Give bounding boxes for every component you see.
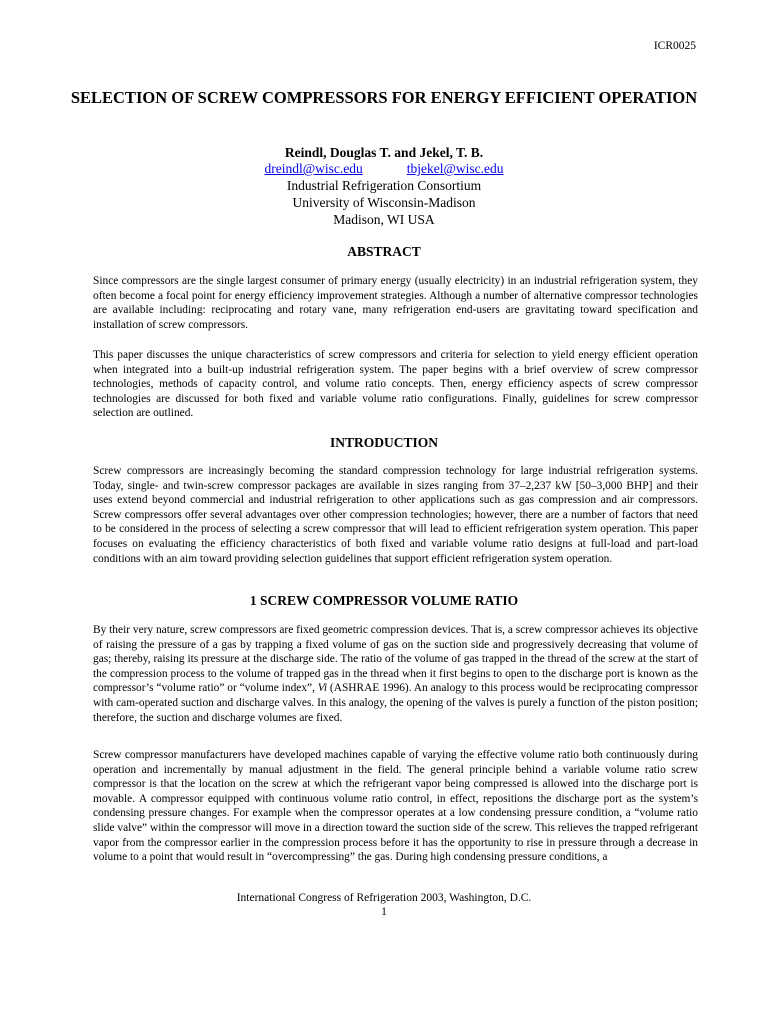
paper-title: SELECTION OF SCREW COMPRESSORS FOR ENERGY EFFICIENT OPERATION: [70, 88, 698, 107]
abstract-heading: ABSTRACT: [347, 244, 421, 259]
page-number: 1: [381, 906, 387, 918]
author-emails: [60, 160, 708, 177]
author-names: Reindl, Douglas T. and Jekel, T. B.: [284, 145, 484, 160]
email-link-jekel[interactable]: tbjekel@wisc.edu: [406, 161, 504, 176]
section-1-paragraph-2: Screw compressor manufacturers have developed machines capable of varying the effective volume ratio both continuously during operation and incrementally by manual adjustment in the field. The general principle behind a variable volume ratio screw compressor is that the location on the screw at which the refrigerant vapor being compressed is allowed into the discharge port is movable. A compressor equipped with continuous volume ratio control, in effect, repositions the discharge port as the system’s condensing pressure changes. For example when the compressor operates at a low condensing pressure condition, a “volume ratio slide valve” within the compressor will move in a direction toward the suction side of the screw. This relieves the trapped refrigerant vapor from the compressor earlier in the compression process before it has the opportunity to rise in pressure through a decrease in volume to a point that would result in “overcompressing” the gas. During high condensing pressure conditions, a: [93, 749, 698, 864]
section-1-paragraph-1: [93, 623, 698, 725]
abstract-paragraph-2: This paper discusses the unique characteristics of screw compressors and criteria for selection to yield energy efficient operation when integrated into a built-up industrial refrigeration system. The paper begins with a brief overview of screw compressor technologies, methods of capacity control, and volume ratio concepts. Then, energy efficiency aspects of screw compressor technologies are discussed for both fixed and variable volume ratio configurations. Finally, guidelines for screw compressor selection are outlined.: [93, 349, 698, 420]
introduction-heading: INTRODUCTION: [329, 435, 438, 450]
affiliation-location: Madison, WI USA: [333, 212, 435, 227]
abstract-paragraph-1: Since compressors are the single largest consumer of primary energy (usually electricity) in an industrial refrigeration system, they often become a focal point for energy efficiency improvement strategies. Although a number of alternative compressor technologies are available including: reciprocating and rotary vane, many refrigeration end-users are gravitating toward specification and installation of screw compressors.: [93, 275, 698, 331]
paragraph-text-part: By their very nature, screw compressors are fixed geometric compression devices. That is, a screw compressor achieves its objective of raising the pressure of a gas by trapping a fixed volume of gas on the suction side and progressively decreasing that volume of gas; thereby, raising its pressure at the discharge side. The ratio of the volume of gas trapped in the thread of the screw at the start of the compression process to the volume of trapped gas in the thread when it first begins to open to the discharge port is known as the compressor’s “volume ratio” or “volume index”,: [93, 624, 698, 695]
page-footer: [60, 891, 708, 919]
volume-index-symbol: Vi: [317, 682, 328, 695]
document-code: ICR0025: [653, 40, 696, 52]
affiliation-university: University of Wisconsin-Madison: [292, 195, 476, 210]
conference-name: International Congress of Refrigeration 2003, Washington, D.C.: [236, 892, 532, 904]
section-1-heading: 1 SCREW COMPRESSOR VOLUME RATIO: [249, 593, 519, 608]
paragraph-text-part: (ASHRAE 1996). An analogy to this process would be reciprocating compressor with cam-operated suction and discharge valves. In this analogy, the opening of the valves is purely a function of the piston position; therefore, the suction and discharge volumes are fixed.: [93, 682, 698, 724]
affiliation-consortium: Industrial Refrigeration Consortium: [286, 178, 482, 193]
introduction-paragraph: Screw compressors are increasingly becoming the standard compression technology for large industrial refrigeration systems. Today, single- and twin-screw compressor packages are available in sizes ranging from 37–2,237 kW [50–3,000 BHP] and their uses extend beyond commercial and industrial refrigeration to other applications such as gas compression and air compressors. Screw compressors offer several advantages over other compression technologies; however, there are a number of factors that need to be considered in the process of selecting a screw compressor that will lead to efficient refrigeration system operation. This paper focuses on evaluating the efficiency characteristics of both fixed and variable volume ratio designs at full-load and part-load conditions with an aim toward providing selection guidelines that support efficient refrigeration system operation.: [93, 465, 698, 565]
email-link-reindl[interactable]: dreindl@wisc.edu: [264, 161, 363, 176]
